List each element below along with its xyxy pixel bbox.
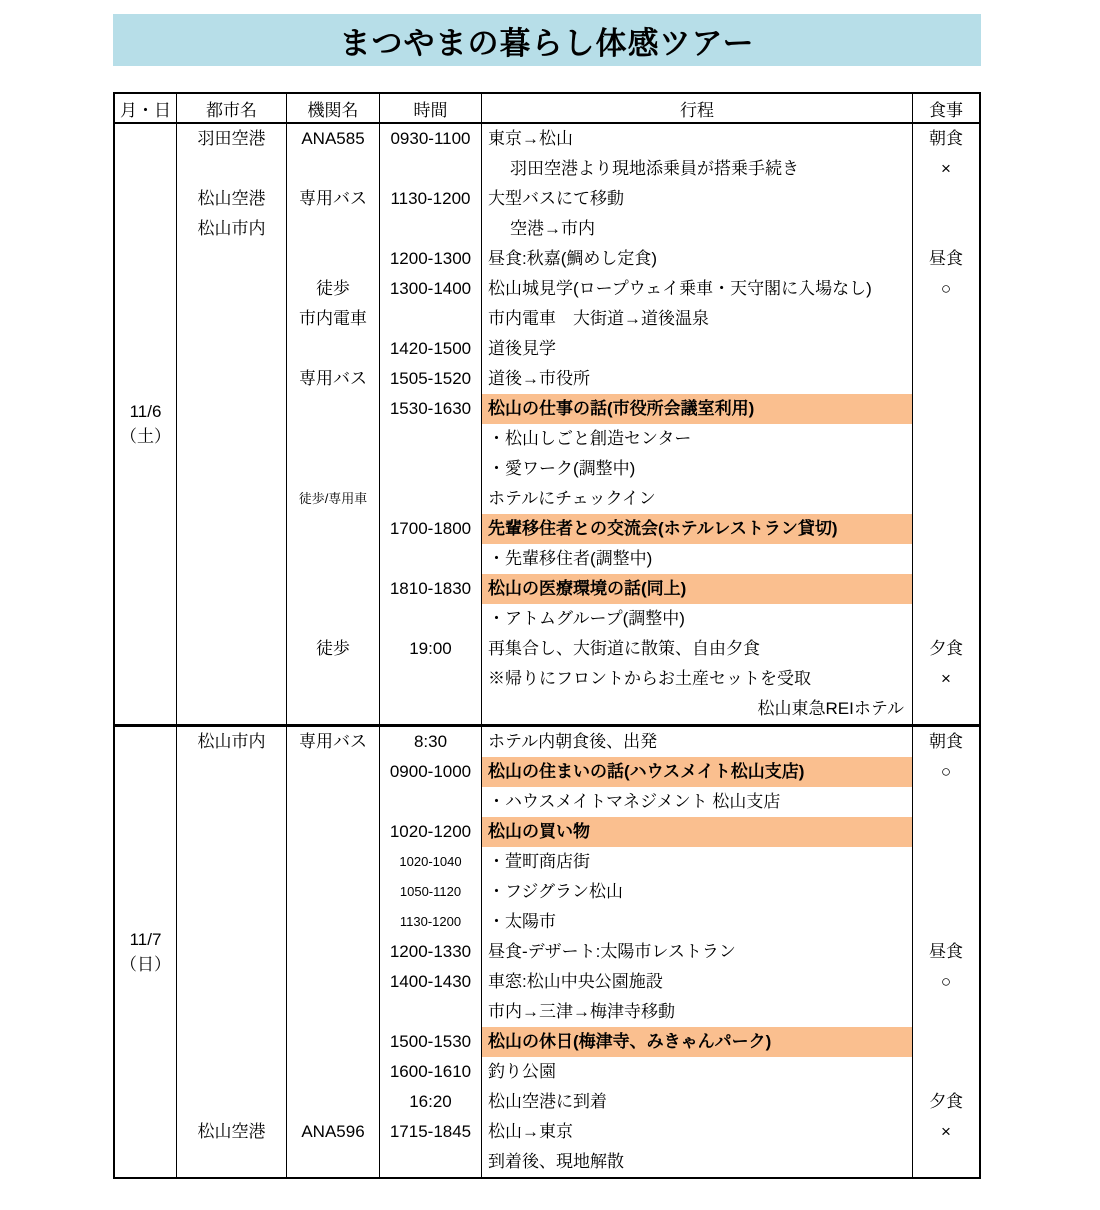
agency-cell — [287, 1147, 379, 1177]
itinerary-cell: 再集合し、大街道に散策、自由夕食 — [488, 639, 760, 658]
agency-cell: 市内電車 — [299, 309, 367, 328]
time-cell: 1505-1520 — [389, 369, 472, 388]
agency-cell: 専用バス — [299, 369, 367, 388]
meal-cell: × — [941, 669, 951, 688]
agency-cell — [287, 454, 379, 484]
time-cell: 1420-1500 — [389, 339, 472, 358]
itinerary-cell: 昼食-デザート:太陽市レストラン — [488, 942, 736, 961]
city-cell — [177, 967, 286, 997]
meal-cell — [913, 877, 979, 907]
meal-column — [913, 727, 979, 1177]
agency-cell — [287, 1027, 379, 1057]
meal-cell — [913, 1027, 979, 1057]
header-time: 時間 — [380, 94, 482, 122]
city-cell — [177, 664, 286, 694]
itinerary-cell: 松山城見学(ロープウェイ乗車・天守閣に入場なし) — [488, 279, 872, 298]
agency-cell — [287, 787, 379, 817]
city-cell — [177, 817, 286, 847]
city-cell — [177, 787, 286, 817]
city-cell — [177, 1147, 286, 1177]
title-banner — [113, 14, 981, 66]
agency-cell — [287, 1087, 379, 1117]
agency-cell — [287, 424, 379, 454]
meal-cell — [913, 514, 979, 544]
itinerary-cell: 道後→市役所 — [488, 369, 590, 388]
time-cell: 1400-1430 — [389, 972, 472, 991]
agency-cell: 徒歩 — [316, 639, 350, 658]
time-cell — [380, 787, 481, 817]
itinerary-column — [482, 727, 913, 1177]
meal-cell — [913, 1057, 979, 1087]
city-cell — [177, 694, 286, 724]
meal-cell — [913, 424, 979, 454]
time-cell — [380, 304, 481, 334]
meal-cell: ○ — [940, 762, 952, 781]
city-cell — [177, 937, 286, 967]
meal-cell: ○ — [940, 972, 952, 991]
meal-cell: 夕食 — [929, 639, 963, 658]
meal-cell — [913, 454, 979, 484]
meal-column — [913, 124, 979, 724]
city-cell — [177, 394, 286, 424]
itinerary-cell: ・松山しごと創造センター — [488, 429, 692, 448]
itinerary-cell: ・太陽市 — [488, 912, 556, 931]
itinerary-cell: 松山の仕事の話(市役所会議室利用) — [482, 394, 912, 424]
agency-cell: 専用バス — [299, 732, 367, 751]
city-cell — [177, 907, 286, 937]
time-cell — [380, 154, 481, 184]
agency-column — [287, 727, 380, 1177]
header-city: 都市名 — [177, 94, 287, 122]
agency-cell: 徒歩/専用車 — [298, 491, 368, 506]
city-cell — [177, 514, 286, 544]
meal-cell: 昼食 — [929, 249, 963, 268]
time-cell: 1530-1630 — [389, 399, 472, 418]
city-cell — [177, 997, 286, 1027]
itinerary-cell: ・フジグラン松山 — [488, 882, 623, 901]
city-cell: 羽田空港 — [197, 129, 266, 148]
meal-cell — [913, 304, 979, 334]
itinerary-cell: 松山の休日(梅津寺、みきゃんパーク) — [482, 1027, 912, 1057]
time-cell — [380, 544, 481, 574]
itinerary-cell: 到着後、現地解散 — [488, 1152, 624, 1171]
city-cell — [177, 424, 286, 454]
itinerary-cell: ・先輩移住者(調整中) — [488, 549, 653, 568]
meal-cell — [913, 394, 979, 424]
itinerary-cell: ホテルにチェックイン — [488, 489, 656, 508]
agency-cell — [287, 154, 379, 184]
agency-cell — [287, 817, 379, 847]
time-cell — [380, 604, 481, 634]
meal-cell — [913, 847, 979, 877]
itinerary-cell: 市内電車 大街道→道後温泉 — [488, 309, 709, 328]
city-cell — [177, 244, 286, 274]
city-cell — [177, 484, 286, 514]
time-cell: 1700-1800 — [389, 519, 472, 538]
time-cell: 1020-1200 — [389, 822, 472, 841]
itinerary-cell: 松山→東京 — [488, 1122, 573, 1141]
itinerary-cell: ・ハウスメイトマネジメント 松山支店 — [488, 792, 781, 811]
time-column — [380, 124, 482, 724]
agency-cell — [287, 847, 379, 877]
meal-cell: × — [941, 159, 951, 178]
meal-cell — [913, 1147, 979, 1177]
city-cell — [177, 154, 286, 184]
meal-cell — [913, 484, 979, 514]
city-cell — [177, 877, 286, 907]
time-cell — [380, 484, 481, 514]
itinerary-cell: 松山の医療環境の話(同上) — [482, 574, 912, 604]
time-cell: 1050-1120 — [399, 884, 462, 899]
city-column — [177, 124, 287, 724]
day-section-11/7 — [115, 724, 979, 1177]
itinerary-cell: 松山の住まいの話(ハウスメイト松山支店) — [482, 757, 912, 787]
meal-cell: 昼食 — [929, 942, 963, 961]
agency-cell — [287, 514, 379, 544]
itinerary-cell: 大型バスにて移動 — [488, 189, 624, 208]
date-line: （日） — [120, 955, 171, 974]
agency-cell — [287, 544, 379, 574]
time-cell: 1130-1200 — [390, 189, 471, 208]
itinerary-cell: 先輩移住者との交流会(ホテルレストラン貸切) — [482, 514, 912, 544]
time-cell — [380, 694, 481, 724]
meal-cell — [913, 334, 979, 364]
itinerary-cell: 道後見学 — [488, 339, 556, 358]
itinerary-cell: 松山空港に到着 — [488, 1092, 607, 1111]
time-cell — [380, 664, 481, 694]
meal-cell — [913, 907, 979, 937]
meal-cell — [913, 184, 979, 214]
agency-cell — [287, 967, 379, 997]
time-cell: 8:30 — [413, 732, 448, 751]
agency-cell — [287, 907, 379, 937]
agency-cell: ANA596 — [301, 1122, 365, 1141]
time-cell — [380, 454, 481, 484]
itinerary-cell: 市内→三津→梅津寺移動 — [488, 1002, 675, 1021]
city-cell — [177, 274, 286, 304]
header-meal: 食事 — [929, 100, 963, 120]
time-cell: 1200-1330 — [389, 942, 472, 961]
time-cell: 1810-1830 — [389, 579, 472, 598]
meal-cell: ○ — [940, 279, 952, 298]
agency-cell — [287, 574, 379, 604]
itinerary-cell: ・萱町商店街 — [488, 852, 590, 871]
city-cell — [177, 1087, 286, 1117]
time-column — [380, 727, 482, 1177]
agency-cell — [287, 937, 379, 967]
city-cell: 松山市内 — [197, 219, 266, 238]
city-cell — [177, 334, 286, 364]
agency-cell: 徒歩 — [316, 279, 350, 298]
time-cell — [380, 997, 481, 1027]
city-cell — [177, 574, 286, 604]
meal-cell — [913, 364, 979, 394]
agency-column — [287, 124, 380, 724]
agency-cell — [287, 244, 379, 274]
agency-cell — [287, 997, 379, 1027]
time-cell: 1715-1845 — [389, 1122, 472, 1141]
meal-cell: 朝食 — [929, 129, 963, 148]
city-cell — [177, 454, 286, 484]
city-cell: 松山市内 — [197, 732, 266, 751]
city-cell — [177, 847, 286, 877]
meal-cell: 朝食 — [929, 732, 963, 751]
city-cell: 松山空港 — [197, 1122, 266, 1141]
itinerary-cell: 釣り公園 — [488, 1062, 556, 1081]
itinerary-cell: 空港→市内 — [510, 219, 595, 238]
page-title: まつやまの暮らし体感ツアー — [339, 25, 755, 61]
city-cell — [177, 544, 286, 574]
agency-cell — [287, 334, 379, 364]
time-cell: 1200-1300 — [389, 249, 472, 268]
meal-cell — [913, 817, 979, 847]
city-cell — [177, 1057, 286, 1087]
itinerary-cell: 車窓:松山中央公園施設 — [488, 972, 663, 991]
time-cell — [380, 1147, 481, 1177]
city-cell — [177, 634, 286, 664]
header-itinerary: 行程 — [482, 94, 913, 122]
date-line: 11/6 — [129, 402, 162, 421]
meal-cell — [913, 694, 979, 724]
agency-cell — [287, 694, 379, 724]
time-cell: 16:20 — [409, 1092, 452, 1111]
agency-cell: ANA585 — [301, 129, 365, 148]
agency-cell — [287, 877, 379, 907]
meal-cell: 夕食 — [929, 1092, 963, 1111]
time-cell: 1300-1400 — [389, 279, 472, 298]
time-cell: 0930-1100 — [390, 129, 471, 148]
itinerary-cell: ホテル内朝食後、出発 — [488, 732, 658, 751]
agency-cell — [287, 604, 379, 634]
itinerary-column — [482, 124, 913, 724]
meal-cell — [913, 787, 979, 817]
itinerary-cell: 東京→松山 — [488, 129, 573, 148]
city-cell — [177, 604, 286, 634]
agency-cell — [287, 394, 379, 424]
city-cell — [177, 304, 286, 334]
city-cell: 松山空港 — [197, 189, 266, 208]
time-cell — [380, 424, 481, 454]
date-cell — [115, 727, 177, 1177]
date-line: 11/7 — [129, 930, 162, 949]
table-header-row — [115, 94, 979, 124]
meal-cell — [913, 544, 979, 574]
city-column — [177, 727, 287, 1177]
time-cell: 1020-1040 — [399, 854, 462, 869]
meal-cell — [913, 604, 979, 634]
time-cell: 1500-1530 — [389, 1032, 472, 1051]
meal-cell — [913, 574, 979, 604]
agency-cell — [287, 664, 379, 694]
meal-cell — [913, 214, 979, 244]
date-line: （土） — [120, 427, 171, 446]
day-section-11/6 — [115, 124, 979, 724]
agency-cell: 専用バス — [299, 189, 367, 208]
header-date: 月・日 — [115, 94, 177, 122]
itinerary-cell: 松山の買い物 — [482, 817, 912, 847]
time-cell: 19:00 — [409, 639, 452, 658]
time-cell: 1600-1610 — [389, 1062, 472, 1081]
itinerary-table — [113, 92, 981, 1179]
time-cell: 1130-1200 — [399, 914, 462, 929]
meal-cell: × — [941, 1122, 951, 1141]
itinerary-cell: 羽田空港より現地添乗員が搭乗手続き — [510, 159, 799, 178]
itinerary-cell: ※帰りにフロントからお土産セットを受取 — [488, 669, 811, 688]
agency-cell — [287, 1057, 379, 1087]
meal-cell — [913, 997, 979, 1027]
agency-cell — [287, 757, 379, 787]
table-body — [115, 124, 979, 1177]
itinerary-cell: 松山東急REIホテル — [757, 699, 904, 718]
header-agency: 機関名 — [287, 94, 380, 122]
city-cell — [177, 1027, 286, 1057]
time-cell: 0900-1000 — [389, 762, 472, 781]
time-cell — [380, 214, 481, 244]
itinerary-cell: ・愛ワーク(調整中) — [488, 459, 636, 478]
city-cell — [177, 364, 286, 394]
date-cell — [115, 124, 177, 724]
agency-cell — [287, 214, 379, 244]
itinerary-cell: ・アトムグループ(調整中) — [488, 609, 685, 628]
itinerary-cell: 昼食:秋嘉(鯛めし定食) — [488, 249, 658, 268]
city-cell — [177, 757, 286, 787]
